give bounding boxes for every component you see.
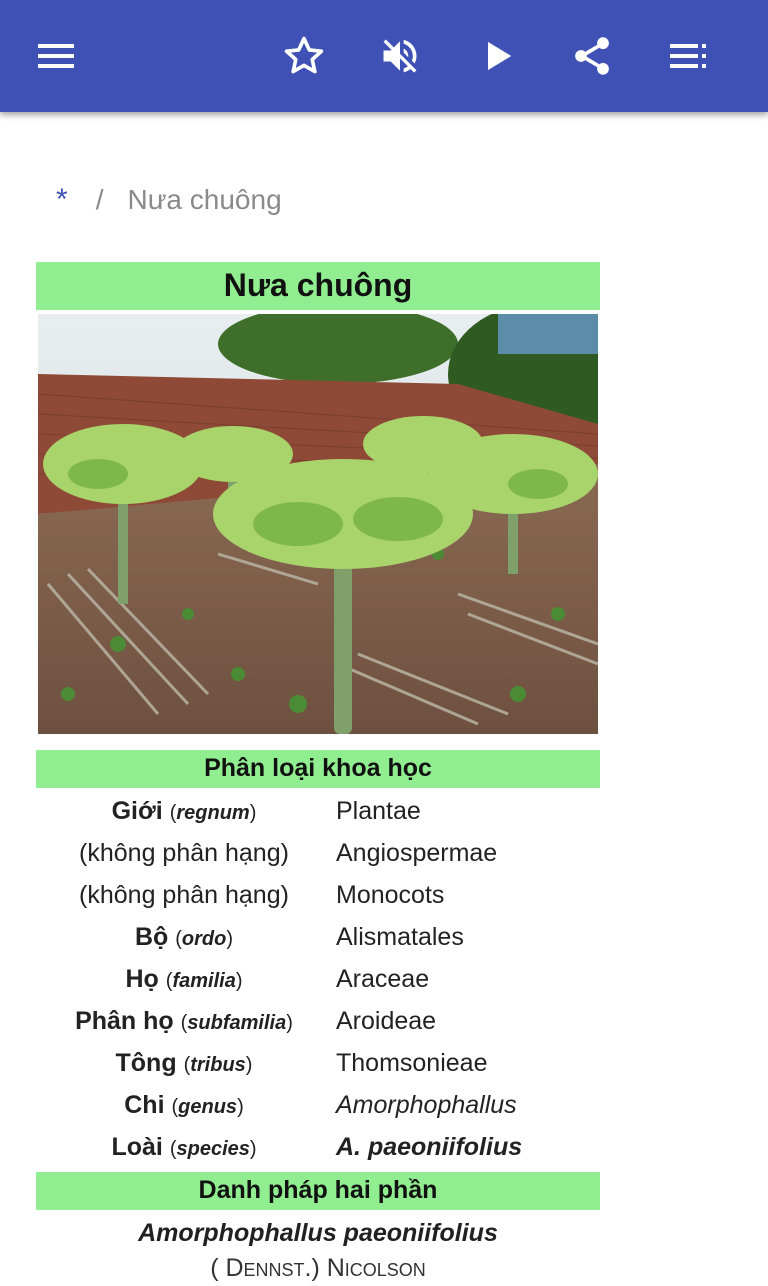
taxobox [36,262,600,1286]
rank-name: Chi [124,1090,165,1119]
play-button[interactable] [470,28,526,84]
taxon-value[interactable]: Araceae [336,964,430,993]
breadcrumb-separator: / [95,184,104,215]
taxon-value[interactable]: Thomsonieae [336,1048,488,1077]
share-icon [570,34,614,78]
breadcrumb [56,180,282,220]
rank-cell [36,1133,332,1162]
rank-name: (không phân hạng) [79,838,289,867]
rank-name: Tông [115,1048,177,1077]
rank-name: (không phân hạng) [79,880,289,909]
taxonomy-row-order [36,916,600,958]
rank-name: Giới [111,796,163,825]
taxonomy-row-genus [36,1084,600,1126]
rank-cell [36,797,332,826]
taxonomy-row-species [36,1126,600,1168]
taxon-value[interactable]: Plantae [336,796,421,825]
rank-latin: (tribus) [183,1053,253,1076]
contents-button[interactable] [660,28,716,84]
rank-latin-name: genus [178,1095,238,1118]
rank-latin: (genus) [171,1095,244,1118]
menu-button[interactable] [28,28,84,84]
app-bar [0,0,768,112]
taxonomy-header: Phân loại khoa học [36,750,600,788]
breadcrumb-home-link[interactable]: * [56,183,68,216]
mute-button[interactable] [372,28,428,84]
rank-name: Bộ [134,922,169,951]
breadcrumb-current: Nưa chuông [127,184,282,215]
taxon-value: A. paeoniifolius [336,1132,523,1161]
taxonomy-table [36,790,600,1168]
rank-latin: (regnum) [169,801,257,824]
rank-latin-name: species [176,1137,250,1160]
taxon-value[interactable]: Amorphophallus [336,1090,517,1119]
play-icon [478,36,518,76]
taxonomy-row-unranked-2 [36,874,600,916]
rank-name: Phân họ [75,1006,174,1035]
rank-name: Họ [125,964,159,993]
menu-icon [36,36,76,76]
favorite-button[interactable] [276,28,332,84]
rank-latin-name: tribus [190,1053,246,1076]
binomial-name: Amorphophallus paeoniifolius [138,1219,498,1247]
taxonomy-row-family [36,958,600,1000]
rank-name: Loài [111,1132,163,1161]
playlist-icon [668,36,708,76]
volume-off-icon [378,34,422,78]
rank-latin: (subfamilia) [180,1011,293,1034]
taxon-value[interactable]: Alismatales [336,922,464,951]
taxon-value[interactable]: Aroideae [336,1006,437,1035]
star-outline-icon [282,34,326,78]
rank-cell [36,1049,332,1078]
rank-latin-name: ordo [181,927,227,950]
share-button[interactable] [564,28,620,84]
taxon-value[interactable]: Angiospermae [336,838,498,867]
plant-photo[interactable] [38,314,598,734]
rank-latin-name: subfamilia [187,1011,287,1034]
rank-cell [36,1007,332,1036]
taxonomy-row-unranked-1 [36,832,600,874]
taxonomy-row-tribe [36,1042,600,1084]
rank-cell [36,965,332,994]
binomial-header: Danh pháp hai phần [36,1172,600,1210]
rank-latin: (familia) [165,969,243,992]
binomial-author: ( Dennst.) Nicolson [210,1254,426,1282]
taxobox-title: Nưa chuông [36,262,600,310]
taxon-value[interactable]: Monocots [336,880,445,909]
rank-cell [36,923,332,952]
rank-latin: (species) [169,1137,257,1160]
taxonomy-row-kingdom [36,790,600,832]
rank-latin-name: familia [172,969,236,992]
rank-cell [36,1091,332,1120]
rank-latin: (ordo) [175,927,234,950]
plant-photo-image [38,314,598,734]
rank-latin-name: regnum [176,801,250,824]
taxonomy-row-subfamily [36,1000,600,1042]
